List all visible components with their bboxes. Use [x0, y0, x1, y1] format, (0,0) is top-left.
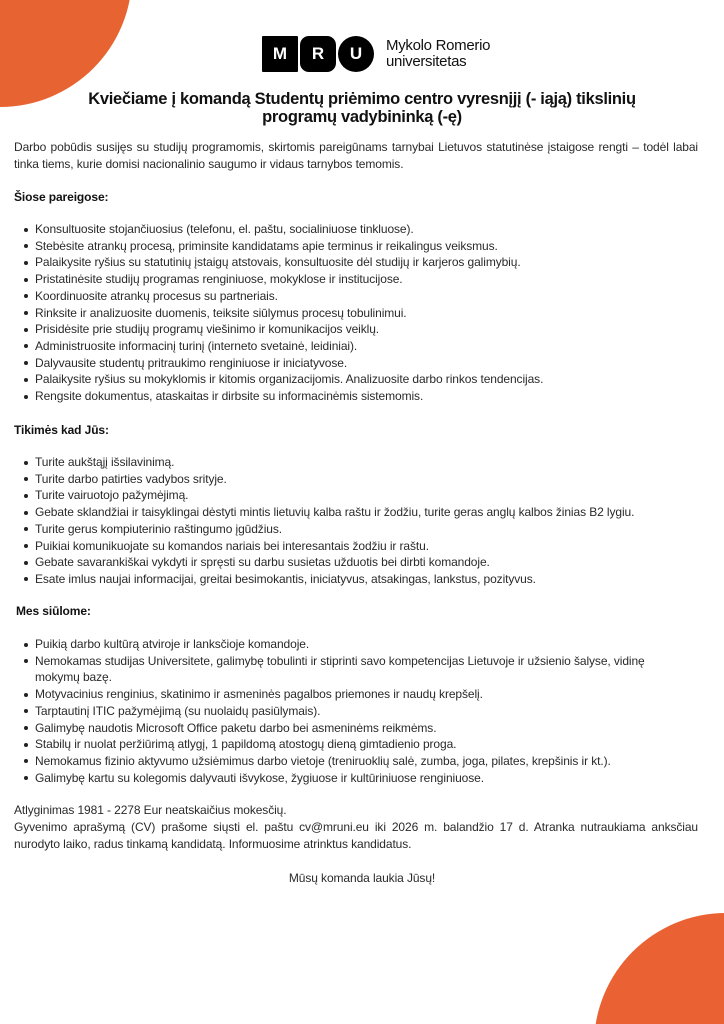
page-title [60, 90, 664, 126]
closing-text: Mūsų komanda laukia Jūsų! [288, 871, 436, 885]
application-instructions: Gyvenimo aprašymą (CV) prašome siųsti el. paštu cv@mruni.eu iki 2026 m. balandžio 17 d. Atranka nutraukiama anksčiau nurodyto laiko, radus tinkamą kandidatą. Informuosime atrinktus kandidatus. [14, 820, 698, 851]
duties-list [0, 221, 700, 405]
list-item: Prisidėsite prie studijų programų viešinimo ir komunikacijos veiklų. [0, 321, 700, 338]
decorative-orange-circle-bottom-right [594, 913, 724, 1024]
list-item: Palaikysite ryšius su statutinių įstaigų atstovais, konsultuosite dėl studijų ir karjeros galimybių. [0, 254, 700, 271]
salary-text: Atlyginimas 1981 - 2278 Eur neatskaičius mokesčių. [14, 803, 287, 817]
logo-letter-m: M [262, 36, 298, 72]
logo-letter-u: U [338, 36, 374, 72]
section-heading-offer: Mes siūlome: [16, 604, 91, 618]
list-item: Stebėsite atrankų procesą, priminsite kandidatams apie terminus ir reikalingus veiksmus. [0, 238, 700, 255]
list-item: Esate imlus naujai informacijai, greitai besimokantis, iniciatyvus, atsakingas, lankstus, pozityvus. [0, 571, 700, 588]
list-item: Konsultuosite stojančiuosius (telefonu, el. paštu, socialiniuose tinkluose). [0, 221, 700, 238]
list-item: Rengsite dokumentus, ataskaitas ir dirbsite su informacinėmis sistemomis. [0, 388, 700, 405]
list-item: Motyvacinius renginius, skatinimo ir asmeninės pagalbos priemones ir naudų krepšelį. [0, 686, 700, 703]
university-name [386, 38, 490, 70]
list-item: Gebate savarankiškai vykdyti ir spręsti su darbu susietas užduotis bei dirbti komandoje. [0, 554, 700, 571]
list-item: Palaikysite ryšius su mokyklomis ir kitomis organizacijomis. Analizuosite darbo rinkos tendencijas. [0, 371, 700, 388]
list-item: Nemokamus fizinio aktyvumo užsiėmimus darbo vietoje (treniruoklių salė, zumba, joga, pilates, krepšinis ir kt.). [0, 753, 700, 770]
list-item: Turite aukštąjį išsilavinimą. [0, 454, 700, 471]
section-heading-duties: Šiose pareigose: [14, 190, 109, 204]
title-line1: Kviečiame į komandą Studentų priėmimo centro vyresnįjį (- iąją) tikslinių [88, 90, 636, 108]
list-item: Stabilų ir nuolat peržiūrimą atlygį, 1 papildomą atostogų dieną gimtadienio proga. [0, 736, 700, 753]
list-item: Rinksite ir analizuosite duomenis, teiksite siūlymus procesų tobulinimui. [0, 305, 700, 322]
list-item: Administruosite informacinį turinį (interneto svetainė, leidiniai). [0, 338, 700, 355]
intro-paragraph: Darbo pobūdis susijęs su studijų programomis, skirtomis pareigūnams tarnybai Lietuvos statutinėse įstaigose rengti – todėl labai tinka tiems, kurie domisi nacionalinio saugumo ir vidaus tarnybos temomis. [14, 140, 698, 171]
section-heading-requirements: Tikimės kad Jūs: [14, 423, 109, 437]
list-item: Galimybę naudotis Microsoft Office paketu darbo bei asmeninėms reikmėms. [0, 720, 700, 737]
list-item: Puikiai komunikuojate su komandos nariais bei interesantais žodžiu ir raštu. [0, 538, 700, 555]
list-item: Gebate sklandžiai ir taisyklingai dėstyti mintis lietuvių kalba raštu ir žodžiu, turite geras anglų kalbos žinias B2 lygiu. [0, 504, 700, 521]
list-item: Nemokamas studijas Universitete, galimybę tobulinti ir stiprinti savo kompetencijas Lietuvoje ir užsienio šalyse, vidinę mokymų bazę. [0, 653, 700, 686]
logo-letter-r: R [300, 36, 336, 72]
list-item: Turite vairuotojo pažymėjimą. [0, 487, 700, 504]
list-item: Koordinuosite atrankų procesus su partneriais. [0, 288, 700, 305]
offer-list [0, 636, 700, 786]
list-item: Pristatinėsite studijų programas renginiuose, mokyklose ir institucijose. [0, 271, 700, 288]
university-name-line1: Mykolo Romerio [386, 37, 491, 54]
list-item: Puikią darbo kultūrą atviroje ir lanksčioje komandoje. [0, 636, 700, 653]
title-line2: programų vadybininką (-ę) [262, 108, 462, 126]
list-item: Galimybę kartu su kolegomis dalyvauti išvykose, žygiuose ir kultūriniuose renginiuose. [0, 770, 700, 787]
list-item: Dalyvausite studentų pritraukimo renginiuose ir iniciatyvose. [0, 355, 700, 372]
list-item: Tarptautinį ITIC pažymėjimą (su nuolaidų pasiūlymais). [0, 703, 700, 720]
university-name-line2: universitetas [386, 53, 467, 70]
mru-logo [262, 36, 490, 72]
list-item: Turite darbo patirties vadybos srityje. [0, 471, 700, 488]
list-item: Turite gerus kompiuterinio raštingumo įgūdžius. [0, 521, 700, 538]
requirements-list [0, 454, 700, 588]
